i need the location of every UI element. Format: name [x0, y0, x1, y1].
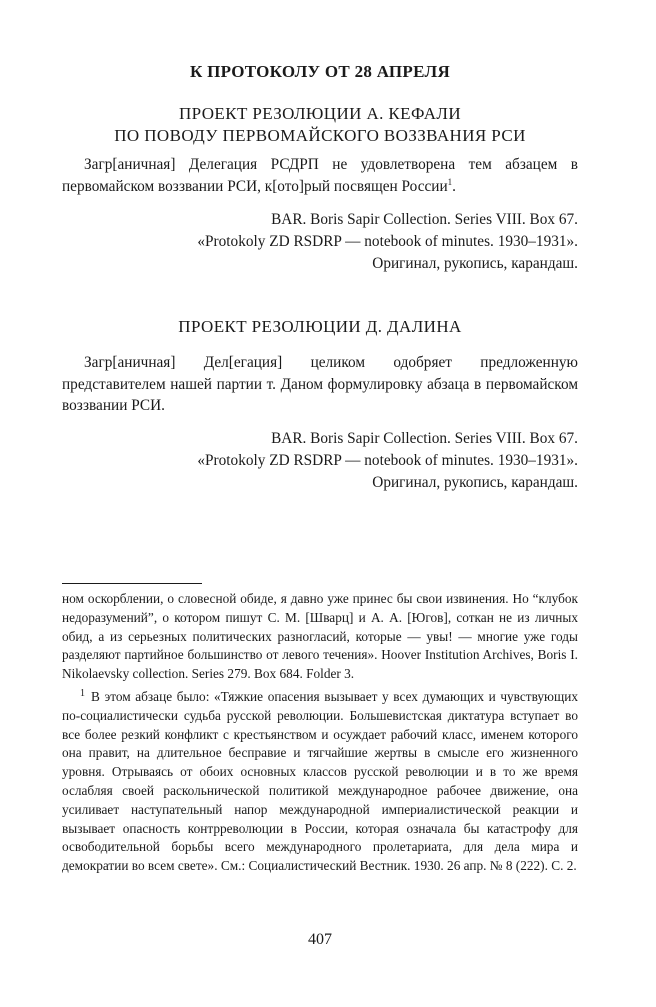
section1-body-text: Загр[аничная] Делегация РСДРП не удовлетворена тем абзацем в первомайском воззвании РСИ, к[ото]рый посвящен России — [62, 156, 578, 195]
section2-source-line-2: «Protokoly ZD RSDRP — notebook of minutes. 1930–1931». — [197, 452, 578, 469]
section1-source-line-2: «Protokoly ZD RSDRP — notebook of minutes. 1930–1931». — [197, 233, 578, 250]
section2-source — [62, 428, 578, 494]
page-number: 407 — [308, 931, 332, 948]
section1-body-end: . — [452, 177, 456, 195]
footnote-1 — [62, 688, 578, 876]
section1-source-line-1: BAR. Boris Sapir Collection. Series VIII. Box 67. — [271, 211, 578, 228]
footnote-1-text: В этом абзаце было: «Тяжкие опасения вызывает у всех думающих и чувствующих по-социалистически судьба русской революции. Большевистская диктатура вступает во все более резкий конфликт с крестьянством и осуждает рабочий класс, именем которого она правит, на длительное бесправие и тягчайшие жертвы в смысле его жизненного уровня. Отрываясь от обоих основных классов русской революции и в то же время ослабляя своей раскольнической политикой международное рабочее движение, она усиливает наступательный напор международной империалистической реакции и вызывает опасность контрреволюции в России, которая означала бы катастрофу для освободительной борьбы всего международного пролетариата, для дела мира и демократии во всем свете». См.: Социалистический Вестник. 1930. 26 апр. № 8 (222). С. 2. — [62, 688, 578, 874]
footnotes — [62, 590, 578, 876]
section1-title-line-1: ПРОЕКТ РЕЗОЛЮЦИИ А. КЕФАЛИ — [179, 104, 461, 123]
footnote-ref-1: 1 — [447, 176, 453, 187]
footnote-1-number: 1 — [80, 687, 85, 699]
section1-source — [62, 209, 578, 275]
page-heading: К ПРОТОКОЛУ ОТ 28 АПРЕЛЯ — [189, 62, 451, 81]
footnote-separator — [62, 583, 202, 584]
footnote-continuation: ном оскорблении, о словесной обиде, я давно уже принес бы свои извинения. Но “клубок недоразумений”, о котором пишут С. М. [Шварц] и А. А. [Югов], соткан не из личных обид, а из серьезных политических разногласий, которые — увы! — многие уже годы разделяют партийное большинство от левого течения». Hoover Institution Archives, Boris I. Nikolaevsky collection. Series 279. Box 684. Folder 3. — [62, 591, 578, 682]
section2-title-line: ПРОЕКТ РЕЗОЛЮЦИИ Д. ДАЛИНА — [178, 317, 462, 336]
section2-title — [62, 316, 578, 338]
section2-body: Загр[аничная] Дел[егация] целиком одобряет предложенную представителем нашей партии т. Даном формулировку абзаца в первомайском воззвании РСИ. — [62, 354, 578, 415]
section2-source-line-3: Оригинал, рукопись, карандаш. — [372, 474, 578, 491]
section1-body — [62, 154, 578, 197]
section1-source-line-3: Оригинал, рукопись, карандаш. — [372, 255, 578, 272]
section1-title-line-2: ПО ПОВОДУ ПЕРВОМАЙСКОГО ВОЗЗВАНИЯ РСИ — [114, 126, 526, 145]
section1-title — [62, 103, 578, 147]
section2-source-line-1: BAR. Boris Sapir Collection. Series VIII. Box 67. — [271, 430, 578, 447]
